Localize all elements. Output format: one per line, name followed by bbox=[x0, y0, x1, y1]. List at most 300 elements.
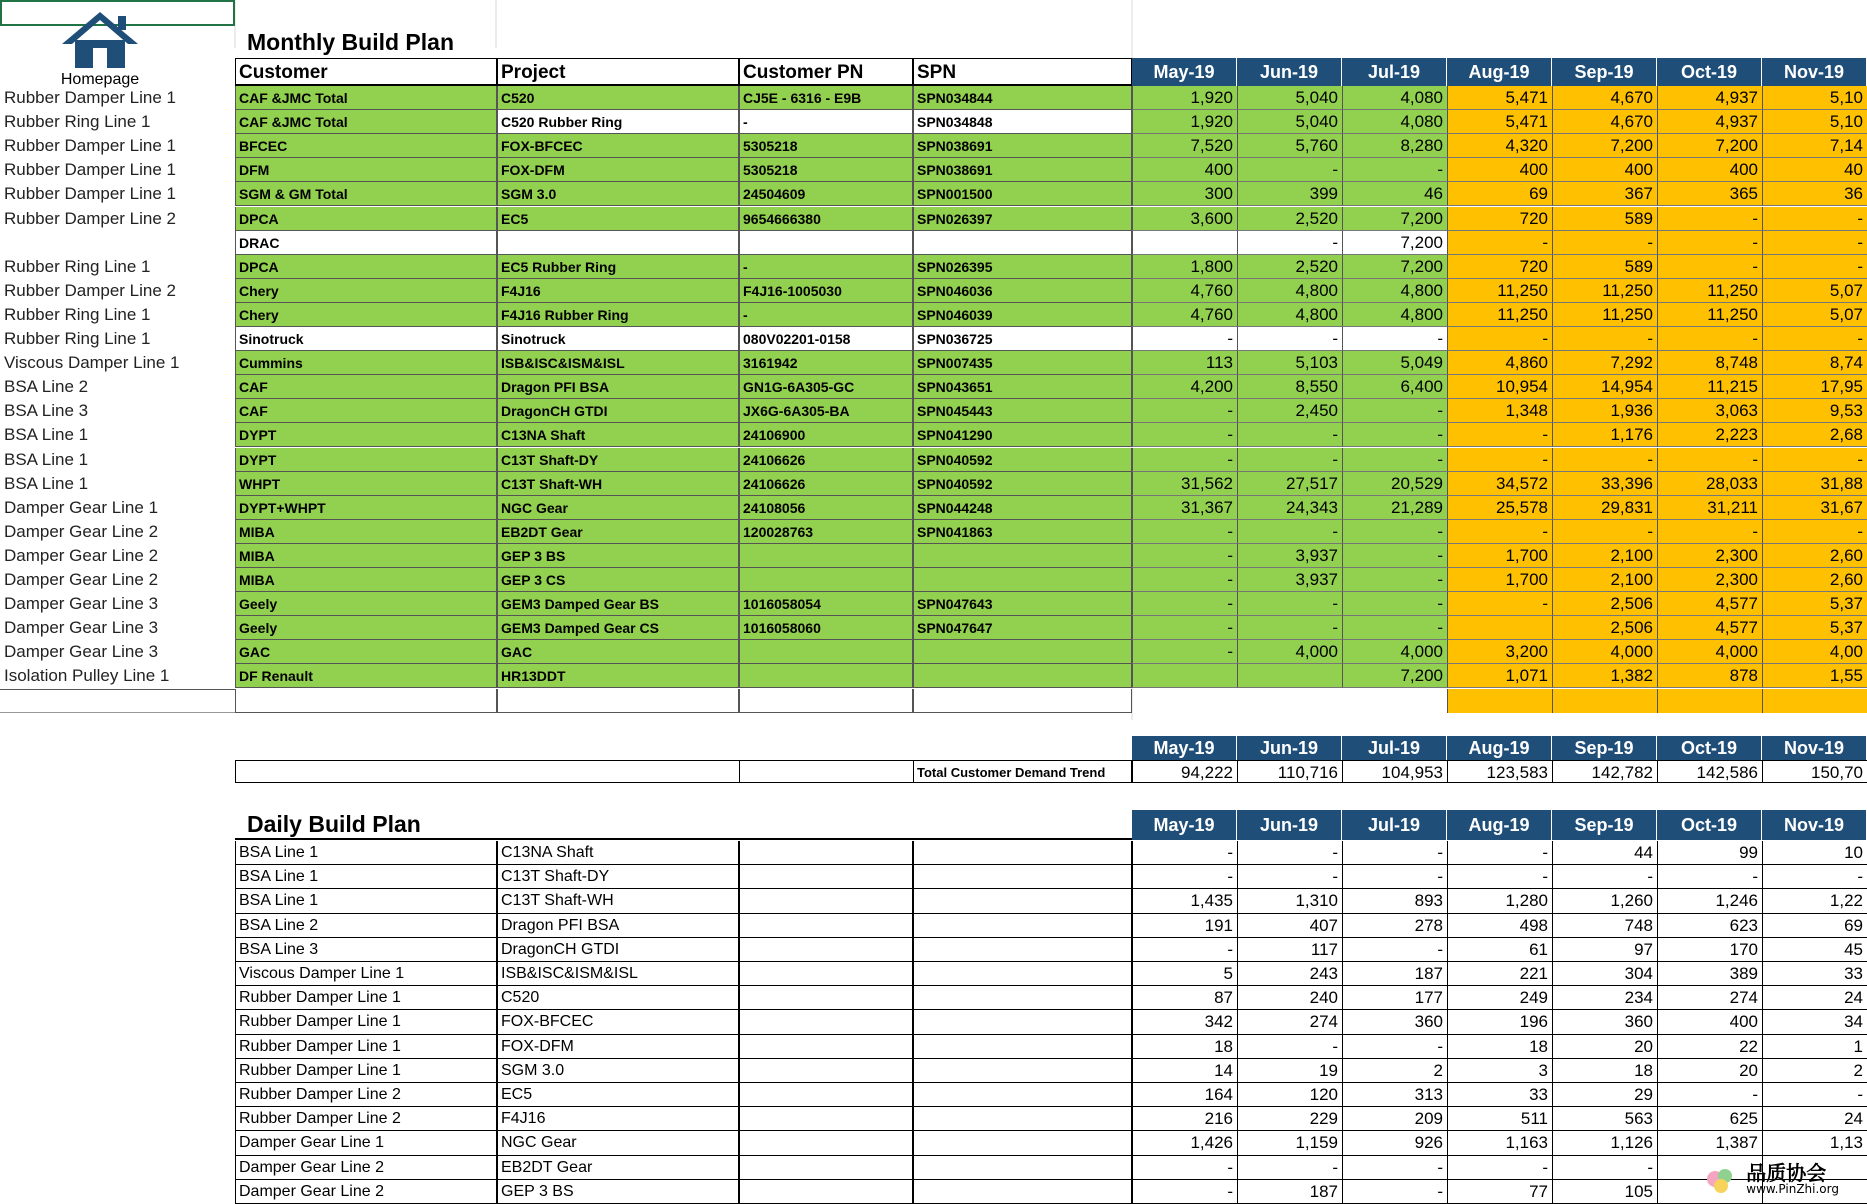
month-value-cell: 5,07 bbox=[1762, 303, 1867, 327]
daily-value-cell: - bbox=[1132, 938, 1237, 962]
daily-value-cell: 1,13 bbox=[1762, 1131, 1867, 1155]
line-label: Rubber Damper Line 1 bbox=[4, 136, 176, 156]
daily-value-cell: - bbox=[1342, 1156, 1447, 1180]
month-value-cell: - bbox=[1132, 544, 1237, 568]
table-cell-project: C13T Shaft-DY bbox=[497, 448, 739, 472]
month-value-cell: 3,063 bbox=[1657, 399, 1762, 423]
table-cell-customer: DPCA bbox=[235, 207, 497, 231]
table-cell-spn: SPN038691 bbox=[913, 158, 1132, 182]
month-value-cell: - bbox=[1237, 158, 1342, 182]
month-value-cell: - bbox=[1342, 399, 1447, 423]
daily-value-cell: 10 bbox=[1762, 841, 1867, 865]
daily-value-cell: 24 bbox=[1762, 986, 1867, 1010]
daily-value-cell: 170 bbox=[1657, 938, 1762, 962]
month-value-cell: 400 bbox=[1447, 158, 1552, 182]
month-value-cell: 1,382 bbox=[1552, 664, 1657, 688]
table-cell-spn: SPN026397 bbox=[913, 207, 1132, 231]
monthly-title: Monthly Build Plan bbox=[247, 29, 454, 55]
daily-empty-cell bbox=[739, 1156, 913, 1180]
daily-empty-cell bbox=[913, 841, 1132, 865]
month-value-cell: 36 bbox=[1762, 182, 1867, 206]
daily-empty-cell bbox=[913, 889, 1132, 913]
daily-line-cell: Rubber Damper Line 1 bbox=[235, 1035, 497, 1059]
month-value-cell: - bbox=[1447, 592, 1552, 616]
daily-value-cell: 18 bbox=[1447, 1035, 1552, 1059]
month-value-cell: 7,200 bbox=[1657, 134, 1762, 158]
month-header: May-19 bbox=[1132, 58, 1237, 86]
daily-value-cell: - bbox=[1552, 1156, 1657, 1180]
month-value-cell: 8,74 bbox=[1762, 351, 1867, 375]
daily-value-cell: 926 bbox=[1342, 1131, 1447, 1155]
month-value-cell: 24,343 bbox=[1237, 496, 1342, 520]
month-value-cell: - bbox=[1762, 255, 1867, 279]
month-value-cell: 4,000 bbox=[1552, 640, 1657, 664]
daily-value-cell: - bbox=[1342, 865, 1447, 889]
table-cell-customer: Geely bbox=[235, 616, 497, 640]
daily-empty-cell bbox=[739, 962, 913, 986]
daily-value-cell: 33 bbox=[1762, 962, 1867, 986]
trend-value-cell: 142,782 bbox=[1552, 760, 1657, 783]
table-cell-pn: 5305218 bbox=[739, 158, 913, 182]
table-cell-spn bbox=[913, 568, 1132, 592]
trend-value-cell: 94,222 bbox=[1132, 760, 1237, 783]
daily-value-cell: 61 bbox=[1447, 938, 1552, 962]
daily-value-cell: 209 bbox=[1342, 1107, 1447, 1131]
table-cell-project: HR13DDT bbox=[497, 664, 739, 688]
line-label: Rubber Ring Line 1 bbox=[4, 304, 151, 324]
table-cell-pn: 24106626 bbox=[739, 472, 913, 496]
table-cell-spn: SPN034844 bbox=[913, 86, 1132, 110]
month-value-cell: 31,67 bbox=[1762, 496, 1867, 520]
month-value-cell: - bbox=[1132, 616, 1237, 640]
homepage-label: Homepage bbox=[60, 71, 140, 88]
daily-value-cell: 191 bbox=[1132, 914, 1237, 938]
line-label: Rubber Damper Line 2 bbox=[4, 208, 176, 228]
daily-project-cell: DragonCH GTDI bbox=[497, 938, 739, 962]
line-label: Viscous Damper Line 1 bbox=[4, 353, 180, 373]
daily-value-cell: - bbox=[1132, 1180, 1237, 1204]
daily-project-cell: EC5 bbox=[497, 1083, 739, 1107]
month-header: Sep-19 bbox=[1552, 58, 1657, 86]
daily-project-cell: C13T Shaft-DY bbox=[497, 865, 739, 889]
daily-line-cell: Damper Gear Line 1 bbox=[235, 1131, 497, 1155]
month-value-cell: - bbox=[1237, 327, 1342, 351]
daily-empty-cell bbox=[739, 1059, 913, 1083]
daily-line-cell: BSA Line 1 bbox=[235, 841, 497, 865]
month-value-cell: 11,250 bbox=[1657, 279, 1762, 303]
month-value-cell: 2,60 bbox=[1762, 568, 1867, 592]
home-icon bbox=[60, 10, 140, 68]
daily-empty-cell bbox=[913, 1156, 1132, 1180]
daily-value-cell: 97 bbox=[1552, 938, 1657, 962]
month-value-cell: 399 bbox=[1237, 182, 1342, 206]
month-value-cell: - bbox=[1657, 255, 1762, 279]
daily-empty-cell bbox=[739, 1180, 913, 1204]
month-value-cell: 5,049 bbox=[1342, 351, 1447, 375]
month-value-cell: 31,88 bbox=[1762, 472, 1867, 496]
month-value-cell: 2,506 bbox=[1552, 592, 1657, 616]
daily-value-cell: 240 bbox=[1237, 986, 1342, 1010]
line-label: Damper Gear Line 3 bbox=[4, 618, 159, 638]
table-cell-spn: SPN040592 bbox=[913, 472, 1132, 496]
trend-month-header: Nov-19 bbox=[1762, 736, 1867, 760]
table-cell-customer: Geely bbox=[235, 592, 497, 616]
month-value-cell: 5,040 bbox=[1237, 86, 1342, 110]
table-cell-spn: SPN001500 bbox=[913, 182, 1132, 206]
month-value-cell: 7,200 bbox=[1342, 664, 1447, 688]
line-label: Damper Gear Line 2 bbox=[4, 545, 159, 565]
daily-value-cell: 177 bbox=[1342, 986, 1447, 1010]
table-cell-pn bbox=[739, 568, 913, 592]
daily-project-cell: ISB&ISC&ISM&ISL bbox=[497, 962, 739, 986]
daily-value-cell: 187 bbox=[1237, 1180, 1342, 1204]
daily-value-cell: - bbox=[1132, 841, 1237, 865]
daily-value-cell: - bbox=[1237, 865, 1342, 889]
month-value-cell: 4,937 bbox=[1657, 86, 1762, 110]
month-value-cell: 2,520 bbox=[1237, 207, 1342, 231]
month-value-cell: - bbox=[1447, 231, 1552, 255]
month-value-cell: - bbox=[1762, 327, 1867, 351]
daily-value-cell: - bbox=[1447, 841, 1552, 865]
month-value-cell: - bbox=[1762, 448, 1867, 472]
table-cell-pn: 9654666380 bbox=[739, 207, 913, 231]
table-cell-project: ISB&ISC&ISM&ISL bbox=[497, 351, 739, 375]
daily-empty-cell bbox=[913, 1180, 1132, 1204]
table-cell-customer: DRAC bbox=[235, 231, 497, 255]
line-label: BSA Line 3 bbox=[4, 401, 89, 421]
flower-logo-icon bbox=[1701, 1164, 1741, 1194]
daily-project-cell: Dragon PFI BSA bbox=[497, 914, 739, 938]
month-value-cell: - bbox=[1132, 423, 1237, 447]
month-value-cell: 5,37 bbox=[1762, 592, 1867, 616]
table-cell-project: EC5 Rubber Ring bbox=[497, 255, 739, 279]
daily-value-cell: 1,260 bbox=[1552, 889, 1657, 913]
daily-line-cell: Damper Gear Line 2 bbox=[235, 1156, 497, 1180]
daily-value-cell: 1,246 bbox=[1657, 889, 1762, 913]
daily-value-cell: - bbox=[1342, 938, 1447, 962]
daily-value-cell: 274 bbox=[1237, 1010, 1342, 1034]
table-cell-spn: SPN007435 bbox=[913, 351, 1132, 375]
month-value-cell: 2,100 bbox=[1552, 544, 1657, 568]
table-cell-spn: SPN047643 bbox=[913, 592, 1132, 616]
month-value-cell bbox=[1132, 664, 1237, 688]
month-value-cell: 1,348 bbox=[1447, 399, 1552, 423]
line-label: BSA Line 2 bbox=[4, 377, 89, 397]
table-cell-spn: SPN040592 bbox=[913, 448, 1132, 472]
daily-value-cell: 120 bbox=[1237, 1083, 1342, 1107]
table-cell-spn: SPN026395 bbox=[913, 255, 1132, 279]
table-cell-customer: WHPT bbox=[235, 472, 497, 496]
daily-value-cell: 1,126 bbox=[1552, 1131, 1657, 1155]
month-value-cell: - bbox=[1552, 231, 1657, 255]
table-cell-project: DragonCH GTDI bbox=[497, 399, 739, 423]
month-value-cell: 2,300 bbox=[1657, 544, 1762, 568]
daily-value-cell: 29 bbox=[1552, 1083, 1657, 1107]
daily-value-cell: 1,387 bbox=[1657, 1131, 1762, 1155]
daily-value-cell: 304 bbox=[1552, 962, 1657, 986]
daily-value-cell: 33 bbox=[1447, 1083, 1552, 1107]
table-cell-customer: Cummins bbox=[235, 351, 497, 375]
daily-value-cell: 20 bbox=[1552, 1035, 1657, 1059]
month-value-cell: - bbox=[1132, 327, 1237, 351]
daily-project-cell: SGM 3.0 bbox=[497, 1059, 739, 1083]
daily-value-cell: 3 bbox=[1447, 1059, 1552, 1083]
month-value-cell: 20,529 bbox=[1342, 472, 1447, 496]
month-value-cell: 2,60 bbox=[1762, 544, 1867, 568]
daily-empty-cell bbox=[913, 1035, 1132, 1059]
month-value-cell: - bbox=[1132, 399, 1237, 423]
table-cell-pn: - bbox=[739, 303, 913, 327]
daily-line-cell: Rubber Damper Line 2 bbox=[235, 1083, 497, 1107]
watermark-brand: 品质协会 bbox=[1746, 1161, 1827, 1185]
month-value-cell: 3,937 bbox=[1237, 544, 1342, 568]
daily-value-cell: 313 bbox=[1342, 1083, 1447, 1107]
daily-value-cell: - bbox=[1237, 1035, 1342, 1059]
month-value-cell: - bbox=[1552, 448, 1657, 472]
daily-title: Daily Build Plan bbox=[247, 811, 421, 837]
daily-value-cell: 1,159 bbox=[1237, 1131, 1342, 1155]
table-cell-pn: GN1G-6A305-GC bbox=[739, 375, 913, 399]
daily-value-cell: - bbox=[1657, 865, 1762, 889]
line-label: Damper Gear Line 3 bbox=[4, 642, 159, 662]
table-cell-project: EB2DT Gear bbox=[497, 520, 739, 544]
month-value-cell: 7,200 bbox=[1342, 255, 1447, 279]
month-value-cell: - bbox=[1552, 520, 1657, 544]
table-cell-customer: Chery bbox=[235, 279, 497, 303]
table-cell-customer: DYPT bbox=[235, 423, 497, 447]
month-value-cell: 4,577 bbox=[1657, 592, 1762, 616]
daily-month-header: Aug-19 bbox=[1447, 810, 1552, 840]
table-cell-customer: Chery bbox=[235, 303, 497, 327]
month-value-cell: 4,670 bbox=[1552, 110, 1657, 134]
month-value-cell: 878 bbox=[1657, 664, 1762, 688]
daily-line-cell: Rubber Damper Line 1 bbox=[235, 1010, 497, 1034]
table-cell-pn: CJ5E - 6316 - E9B bbox=[739, 86, 913, 110]
table-cell-spn: SPN041863 bbox=[913, 520, 1132, 544]
daily-empty-cell bbox=[739, 1010, 913, 1034]
daily-value-cell: 20 bbox=[1657, 1059, 1762, 1083]
line-label: BSA Line 1 bbox=[4, 425, 89, 445]
daily-line-cell: Rubber Damper Line 1 bbox=[235, 1059, 497, 1083]
month-value-cell: - bbox=[1657, 327, 1762, 351]
table-cell-customer: Sinotruck bbox=[235, 327, 497, 351]
table-cell-pn: 120028763 bbox=[739, 520, 913, 544]
month-value-cell: 4,760 bbox=[1132, 303, 1237, 327]
table-cell-pn: 24108056 bbox=[739, 496, 913, 520]
month-value-cell: - bbox=[1132, 592, 1237, 616]
line-label: Damper Gear Line 1 bbox=[4, 497, 159, 517]
daily-line-cell: BSA Line 3 bbox=[235, 938, 497, 962]
month-value-cell: 5,07 bbox=[1762, 279, 1867, 303]
month-value-cell: 1,800 bbox=[1132, 255, 1237, 279]
line-label: Rubber Ring Line 1 bbox=[4, 112, 151, 132]
daily-project-cell: C13NA Shaft bbox=[497, 841, 739, 865]
month-value-cell: - bbox=[1447, 520, 1552, 544]
month-value-cell: 14,954 bbox=[1552, 375, 1657, 399]
month-value-cell: 34,572 bbox=[1447, 472, 1552, 496]
daily-value-cell: 389 bbox=[1657, 962, 1762, 986]
daily-value-cell: - bbox=[1342, 1035, 1447, 1059]
daily-empty-cell bbox=[739, 1131, 913, 1155]
month-value-cell: 7,200 bbox=[1342, 207, 1447, 231]
table-cell-pn bbox=[739, 640, 913, 664]
daily-value-cell: 221 bbox=[1447, 962, 1552, 986]
header-spn: SPN bbox=[913, 58, 1132, 86]
month-value-cell: 2,520 bbox=[1237, 255, 1342, 279]
daily-value-cell: 87 bbox=[1132, 986, 1237, 1010]
daily-empty-cell bbox=[913, 1083, 1132, 1107]
table-cell-project: C520 bbox=[497, 86, 739, 110]
daily-value-cell: 234 bbox=[1552, 986, 1657, 1010]
daily-value-cell: 5 bbox=[1132, 962, 1237, 986]
month-value-cell: 3,200 bbox=[1447, 640, 1552, 664]
month-value-cell: - bbox=[1237, 448, 1342, 472]
table-cell-spn: SPN041290 bbox=[913, 423, 1132, 447]
daily-empty-cell bbox=[739, 986, 913, 1010]
month-value-cell: 720 bbox=[1447, 207, 1552, 231]
daily-line-cell: BSA Line 1 bbox=[235, 889, 497, 913]
table-cell-project: Sinotruck bbox=[497, 327, 739, 351]
month-value-cell: 1,700 bbox=[1447, 544, 1552, 568]
table-cell-project: F4J16 bbox=[497, 279, 739, 303]
trend-value-cell: 142,586 bbox=[1657, 760, 1762, 783]
month-value-cell: 589 bbox=[1552, 255, 1657, 279]
month-value-cell: 7,292 bbox=[1552, 351, 1657, 375]
table-cell-project: C520 Rubber Ring bbox=[497, 110, 739, 134]
daily-value-cell: 34 bbox=[1762, 1010, 1867, 1034]
table-cell-spn bbox=[913, 544, 1132, 568]
month-value-cell: - bbox=[1132, 448, 1237, 472]
table-cell-customer: CAF &JMC Total bbox=[235, 110, 497, 134]
daily-value-cell: 407 bbox=[1237, 914, 1342, 938]
daily-value-cell: - bbox=[1447, 1156, 1552, 1180]
daily-line-cell: Rubber Damper Line 2 bbox=[235, 1107, 497, 1131]
month-header: Nov-19 bbox=[1762, 58, 1867, 86]
month-value-cell: 4,937 bbox=[1657, 110, 1762, 134]
daily-project-cell: FOX-DFM bbox=[497, 1035, 739, 1059]
month-value-cell: - bbox=[1342, 592, 1447, 616]
table-cell-spn bbox=[913, 664, 1132, 688]
month-value-cell bbox=[1447, 616, 1552, 640]
trend-month-header: Jun-19 bbox=[1237, 736, 1342, 760]
month-value-cell: - bbox=[1237, 520, 1342, 544]
month-value-cell: 8,280 bbox=[1342, 134, 1447, 158]
daily-month-header: Jun-19 bbox=[1237, 810, 1342, 840]
daily-value-cell: 1,280 bbox=[1447, 889, 1552, 913]
daily-value-cell: - bbox=[1237, 1156, 1342, 1180]
month-value-cell: 2,450 bbox=[1237, 399, 1342, 423]
daily-value-cell: - bbox=[1237, 841, 1342, 865]
daily-empty-cell bbox=[739, 1107, 913, 1131]
daily-month-header: Sep-19 bbox=[1552, 810, 1657, 840]
month-value-cell: 1,55 bbox=[1762, 664, 1867, 688]
month-value-cell: 4,800 bbox=[1237, 279, 1342, 303]
month-header: Jun-19 bbox=[1237, 58, 1342, 86]
daily-value-cell: - bbox=[1342, 1180, 1447, 1204]
month-value-cell: 31,562 bbox=[1132, 472, 1237, 496]
table-cell-pn: 3161942 bbox=[739, 351, 913, 375]
daily-value-cell: - bbox=[1552, 865, 1657, 889]
table-cell-spn: SPN043651 bbox=[913, 375, 1132, 399]
month-value-cell: 4,800 bbox=[1342, 303, 1447, 327]
month-value-cell: 11,250 bbox=[1657, 303, 1762, 327]
header-customer: Customer bbox=[235, 58, 497, 86]
month-value-cell: 7,200 bbox=[1552, 134, 1657, 158]
table-cell-spn: SPN045443 bbox=[913, 399, 1132, 423]
month-value-cell: 8,748 bbox=[1657, 351, 1762, 375]
month-value-cell: - bbox=[1447, 327, 1552, 351]
month-value-cell: 27,517 bbox=[1237, 472, 1342, 496]
month-value-cell: 367 bbox=[1552, 182, 1657, 206]
daily-value-cell: 19 bbox=[1237, 1059, 1342, 1083]
trend-label: Total Customer Demand Trend bbox=[913, 760, 1132, 783]
month-value-cell: 9,53 bbox=[1762, 399, 1867, 423]
daily-project-cell: F4J16 bbox=[497, 1107, 739, 1131]
table-cell-project: GEP 3 BS bbox=[497, 544, 739, 568]
month-value-cell: - bbox=[1342, 327, 1447, 351]
daily-value-cell: 105 bbox=[1552, 1180, 1657, 1204]
daily-value-cell: 360 bbox=[1552, 1010, 1657, 1034]
month-value-cell: 2,300 bbox=[1657, 568, 1762, 592]
month-value-cell: 5,37 bbox=[1762, 616, 1867, 640]
month-value-cell: - bbox=[1342, 448, 1447, 472]
daily-value-cell: - bbox=[1132, 1156, 1237, 1180]
table-cell-pn bbox=[739, 231, 913, 255]
table-cell-project: FOX-DFM bbox=[497, 158, 739, 182]
trend-value-cell: 150,70 bbox=[1762, 760, 1867, 783]
homepage-link[interactable] bbox=[55, 10, 145, 86]
table-cell-project: GEM3 Damped Gear CS bbox=[497, 616, 739, 640]
line-label bbox=[0, 231, 235, 255]
table-cell-customer: CAF bbox=[235, 399, 497, 423]
daily-project-cell: GEP 3 BS bbox=[497, 1180, 739, 1204]
table-cell-pn: - bbox=[739, 110, 913, 134]
table-cell-project: SGM 3.0 bbox=[497, 182, 739, 206]
table-cell-pn: - bbox=[739, 255, 913, 279]
daily-value-cell: 1,426 bbox=[1132, 1131, 1237, 1155]
trend-month-header: Aug-19 bbox=[1447, 736, 1552, 760]
table-cell-customer: MIBA bbox=[235, 544, 497, 568]
month-value-cell: - bbox=[1342, 616, 1447, 640]
table-cell-project: GAC bbox=[497, 640, 739, 664]
month-value-cell: - bbox=[1657, 207, 1762, 231]
line-label: Damper Gear Line 2 bbox=[4, 521, 159, 541]
month-value-cell: 5,040 bbox=[1237, 110, 1342, 134]
month-value-cell: 4,800 bbox=[1342, 279, 1447, 303]
daily-value-cell: 187 bbox=[1342, 962, 1447, 986]
month-value-cell: 4,800 bbox=[1237, 303, 1342, 327]
month-value-cell: 5,760 bbox=[1237, 134, 1342, 158]
month-value-cell: 21,289 bbox=[1342, 496, 1447, 520]
month-value-cell: 5,10 bbox=[1762, 86, 1867, 110]
daily-value-cell: - bbox=[1762, 1083, 1867, 1107]
table-cell-pn: 1016058060 bbox=[739, 616, 913, 640]
daily-empty-cell bbox=[913, 962, 1132, 986]
line-label: Rubber Damper Line 1 bbox=[4, 184, 176, 204]
daily-value-cell: 18 bbox=[1552, 1059, 1657, 1083]
month-value-cell: 29,831 bbox=[1552, 496, 1657, 520]
daily-value-cell: 748 bbox=[1552, 914, 1657, 938]
daily-value-cell: 243 bbox=[1237, 962, 1342, 986]
daily-empty-cell bbox=[739, 1035, 913, 1059]
month-value-cell: 11,215 bbox=[1657, 375, 1762, 399]
table-cell-customer: BFCEC bbox=[235, 134, 497, 158]
month-value-cell: 1,176 bbox=[1552, 423, 1657, 447]
month-value-cell: 7,200 bbox=[1342, 231, 1447, 255]
trend-month-header: Oct-19 bbox=[1657, 736, 1762, 760]
month-value-cell bbox=[1237, 664, 1342, 688]
daily-empty-cell bbox=[913, 865, 1132, 889]
